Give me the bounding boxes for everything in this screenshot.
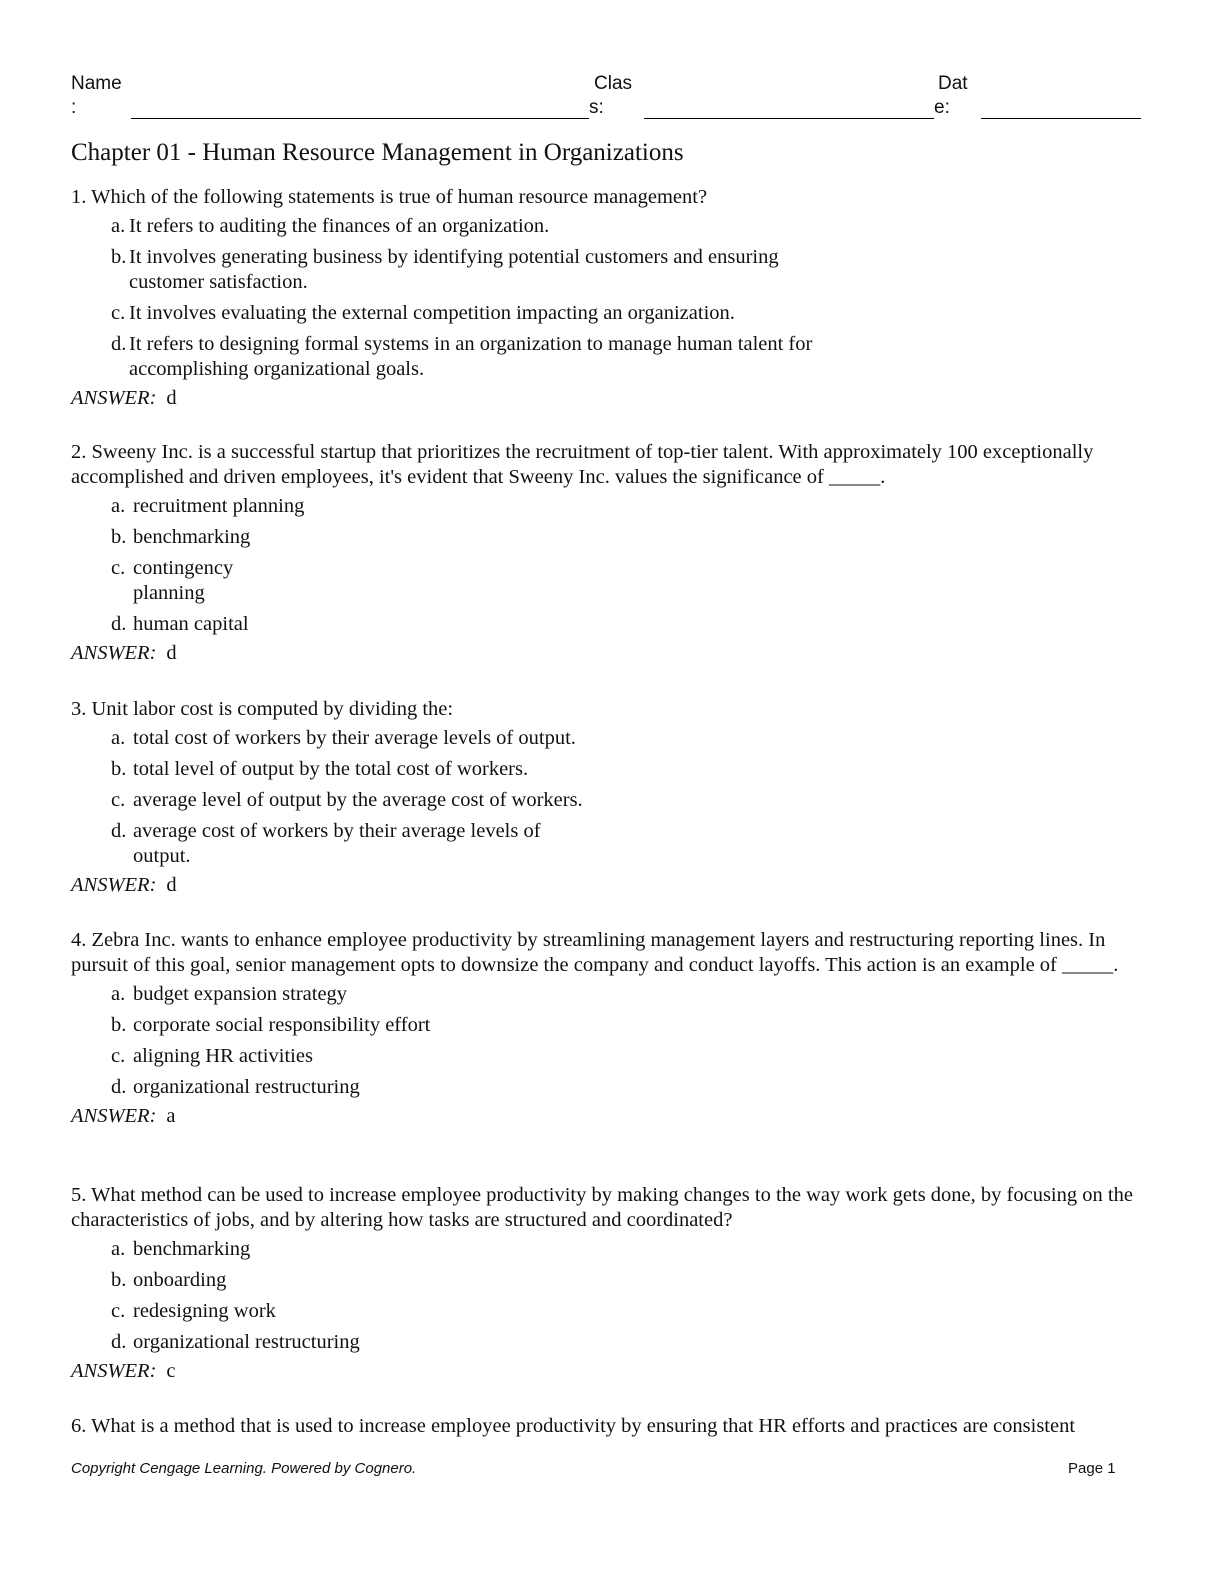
option-b [71,245,1146,295]
question-stem: 2. Sweeny Inc. is a successful startup that prioritizes the recruitment of top-tier talent. With approximately 100 exceptionally accomplished and driven employees, it's evident that Sweeny Inc. values the significance of _____. [71,441,1094,488]
answer-line [71,873,1146,898]
option-letter: a. [111,983,126,1005]
option-d [71,1330,1146,1355]
option-letter: a. [111,215,126,237]
name-label: Name [71,73,122,94]
question-stem: 4. Zebra Inc. wants to enhance employee productivity by streamlining management layers and restructuring reporting lines. In pursuit of this goal, senior management opts to downsize the company and conduct layoffs. This action is an example of _____. [71,929,1119,976]
options-list [71,214,1146,382]
option-letter: b. [111,1014,127,1036]
option-letter: c. [111,302,126,324]
question-stem: 3. Unit labor cost is computed by dividing the: [71,698,454,720]
option-a [71,214,1146,239]
answer-line [71,641,1146,666]
option-a [71,726,1146,751]
question-stem: 5. What method can be used to increase employee productivity by making changes to the way work gets done, by focusing on the characteristics of jobs, and by altering how tasks are structured and coordinated? [71,1184,1133,1231]
option-d [71,332,1146,382]
option-b [71,757,1146,782]
option-letter: d. [111,820,127,842]
option-text: organizational restructuring [133,1076,360,1098]
option-d [71,819,1146,869]
answer-line [71,1104,1146,1129]
answer-value: d [166,874,177,896]
option-text: onboarding [133,1269,227,1291]
option-text: It involves generating business by identifying potential customers and ensuring [129,246,779,268]
option-letter: b. [111,526,127,548]
option-letter: b. [111,758,127,780]
date-label: Dat [938,73,968,94]
option-text: total cost of workers by their average levels of output. [133,727,576,749]
option-letter: d. [111,333,127,355]
date-field[interactable] [981,118,1141,119]
option-text: It involves evaluating the external competition impacting an organization. [129,302,735,324]
option-text: aligning HR activities [133,1045,313,1067]
answer-label: ANSWER: [71,1105,157,1127]
answer-label: ANSWER: [71,874,157,896]
option-text: total level of output by the total cost of workers. [133,758,529,780]
option-c [71,788,1146,813]
answer-line [71,1359,1146,1384]
option-text: recruitment planning [133,495,305,517]
answer-line [71,386,1146,411]
option-text: organizational restructuring [133,1331,360,1353]
class-label: Clas [594,73,633,94]
option-letter: b. [111,1269,127,1291]
option-a [71,1237,1146,1262]
answer-label: ANSWER: [71,1360,157,1382]
options-list [71,982,1146,1100]
option-b [71,1013,1146,1038]
option-text: It refers to auditing the finances of an organization. [129,215,550,237]
answer-label: ANSWER: [71,642,157,664]
option-text: benchmarking [133,526,251,548]
option-a [71,494,1146,519]
answer-value: d [166,642,177,664]
answer-label: ANSWER: [71,387,157,409]
question-2 [71,440,1146,666]
answer-value: d [166,387,177,409]
options-list [71,1237,1146,1355]
option-text: average cost of workers by their average levels of [133,820,541,842]
option-text: benchmarking [133,1238,251,1260]
date-label-suffix: e: [934,97,950,118]
option-d [71,1075,1146,1100]
option-text-cont: output. [133,845,191,867]
answer-value: a [166,1105,176,1127]
option-text: redesigning work [133,1300,276,1322]
option-text: It refers to designing formal systems in an organization to manage human talent for [129,333,813,355]
option-letter: a. [111,1238,126,1260]
option-d [71,612,1146,637]
option-c [71,1044,1146,1069]
option-letter: c. [111,557,126,579]
option-text-cont: accomplishing organizational goals. [129,358,425,380]
option-c [71,556,1146,606]
option-letter: c. [111,1045,126,1067]
option-letter: d. [111,613,127,635]
option-letter: d. [111,1076,127,1098]
option-letter: b. [111,246,127,268]
name-field[interactable] [131,118,589,119]
question-3 [71,697,1146,898]
option-text: human capital [133,613,249,635]
question-6 [71,1414,1146,1439]
answer-value: c [166,1360,176,1382]
question-1 [71,185,1146,411]
option-letter: a. [111,727,126,749]
footer-copyright: Copyright Cengage Learning. Powered by Cognero. [71,1460,417,1477]
option-letter: c. [111,789,126,811]
option-text-cont: planning [133,582,205,604]
option-letter: a. [111,495,126,517]
option-c [71,1299,1146,1324]
class-label-suffix: s: [589,97,604,118]
option-a [71,982,1146,1007]
question-4 [71,928,1146,1129]
options-list [71,726,1146,869]
chapter-title: Chapter 01 - Human Resource Management in Organizations [71,139,684,166]
page-number: Page 1 [1068,1460,1116,1477]
question-5 [71,1183,1146,1384]
name-label-colon: : [71,97,77,118]
option-b [71,1268,1146,1293]
option-text-cont: customer satisfaction. [129,271,308,293]
question-stem: 6. What is a method that is used to increase employee productivity by ensuring that HR efforts and practices are consistent [71,1415,1076,1437]
option-letter: c. [111,1300,126,1322]
option-letter: d. [111,1331,127,1353]
question-stem: 1. Which of the following statements is true of human resource management? [71,186,708,208]
option-text: corporate social responsibility effort [133,1014,431,1036]
options-list [71,494,1146,637]
class-field[interactable] [644,118,934,119]
option-text: contingency [133,557,234,579]
option-c [71,301,1146,326]
option-text: budget expansion strategy [133,983,348,1005]
option-b [71,525,1146,550]
option-text: average level of output by the average cost of workers. [133,789,583,811]
